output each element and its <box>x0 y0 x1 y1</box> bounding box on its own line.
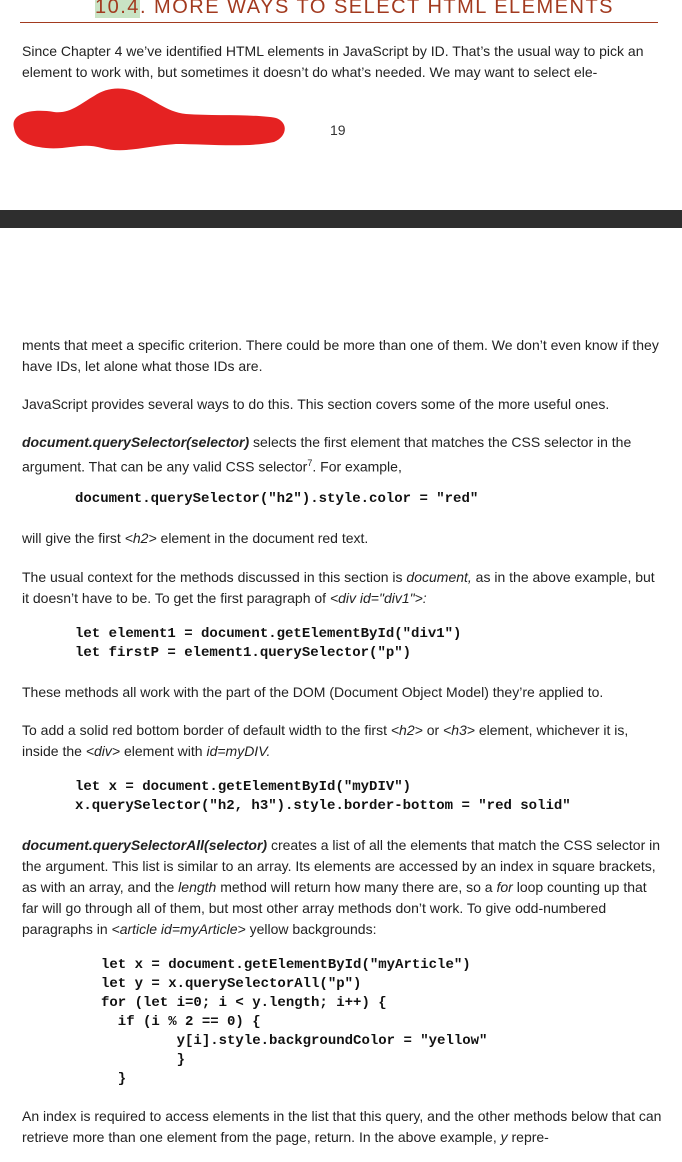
paragraph-5-middle: as in the above example, but it doesn’t have to be. To get the first paragraph of <box>22 569 655 606</box>
code-block-1: document.querySelector("h2").style.color = "red" <box>75 491 479 507</box>
paragraph-7 <box>22 720 662 762</box>
paragraph-8-b: method will return how many there are, so a <box>216 879 497 895</box>
paragraph-7-c: element, whichever it is, inside the <box>22 722 629 759</box>
paragraph-4 <box>22 528 662 549</box>
page-number: 19 <box>330 122 346 138</box>
term-queryselectorall: document.querySelectorAll(selector) <box>22 837 268 853</box>
paragraph-2: JavaScript provides several ways to do this. This section covers some of the more useful ones. <box>22 396 610 412</box>
paragraph-7-d: element with <box>120 743 207 759</box>
paragraph-8-a: creates a list of all the elements that match the CSS selector in the argument. This list is similar to an array. Its elements are accessed by an index in square brackets, as with an array, and the <box>22 837 661 895</box>
paragraph-1: ments that meet a specific criterion. There could be more than one of them. We don’t even know if they have IDs, let alone what those IDs are. <box>22 337 659 374</box>
paragraph-4-before: will give the first <box>22 530 125 546</box>
paragraph-3 <box>22 432 662 478</box>
paragraph-3-text: selects the first element that matches the CSS selector in the argument. That can be any valid CSS selector <box>22 434 632 475</box>
section-title: . MORE WAYS TO SELECT HTML ELEMENTS <box>139 0 614 18</box>
redaction-mark <box>6 84 286 154</box>
tag-h2: <h2> <box>390 722 423 738</box>
intro-paragraph: Since Chapter 4 we’ve identified HTML elements in JavaScript by ID. That’s the usual way to pick an element to work with, but sometimes it doesn’t do what’s needed. We may want to select ele- <box>22 43 644 80</box>
code-block-3: let x = document.getElementById("myDIV") x.querySelector("h2, h3").style.border-bottom = "red solid" <box>75 779 571 814</box>
tag-article: <article id=myArticle> <box>111 921 246 937</box>
paragraph-8-d: yellow backgrounds: <box>245 921 377 937</box>
code-block-2: let element1 = document.getElementById("div1") let firstP = element1.querySelector("p") <box>75 626 462 661</box>
term-document: document, <box>406 569 472 585</box>
paragraph-9-a: An index is required to access elements in the list that this query, and the other methods below that can retrieve more than one element from the page, return. In the above example, <box>22 1108 662 1145</box>
code-block-4: let x = document.getElementById("myArticle") let y = x.querySelectorAll("p") for (let i=0; i < y.length; i++) { if (i % 2 == 0) { y[i].style.backgroundColor = "yellow" } } <box>101 957 488 1087</box>
tag-h3: <h3> <box>443 722 475 738</box>
term-length: length <box>178 879 217 895</box>
paragraph-5 <box>22 567 662 609</box>
page-break-bar <box>0 210 682 228</box>
section-number-highlight: 10.4 <box>95 0 140 18</box>
paragraph-8 <box>22 835 662 940</box>
paragraph-9 <box>22 1106 662 1148</box>
paragraph-5-before: The usual context for the methods discussed in this section is <box>22 569 407 585</box>
paragraph-7-b: or <box>422 722 444 738</box>
paragraph-9-b: repre- <box>507 1129 549 1145</box>
footnote-ref: 7 <box>307 458 313 468</box>
paragraph-3-after: . For example, <box>312 458 402 475</box>
heading-rule <box>20 22 658 23</box>
paragraph-4-after: element in the document red text. <box>156 530 369 546</box>
tag-div: <div> <box>85 743 121 759</box>
paragraph-8-c: loop counting up that far will go through all of them, but most other array methods don’t work. To give odd-numbered paragraphs in <box>22 879 647 937</box>
term-queryselector: document.querySelector(selector) <box>22 434 250 450</box>
id-mydiv: id=myDIV. <box>206 743 271 759</box>
paragraph-6: These methods all work with the part of the DOM (Document Object Model) they’re applied to. <box>22 684 604 700</box>
tag-div-div1: <div id="div1">: <box>329 590 427 606</box>
paragraph-7-a: To add a solid red bottom border of default width to the first <box>22 722 391 738</box>
section-heading <box>95 0 614 20</box>
var-y: y <box>500 1129 508 1145</box>
tag-h2: <h2> <box>124 530 157 546</box>
term-for: for <box>496 879 513 895</box>
